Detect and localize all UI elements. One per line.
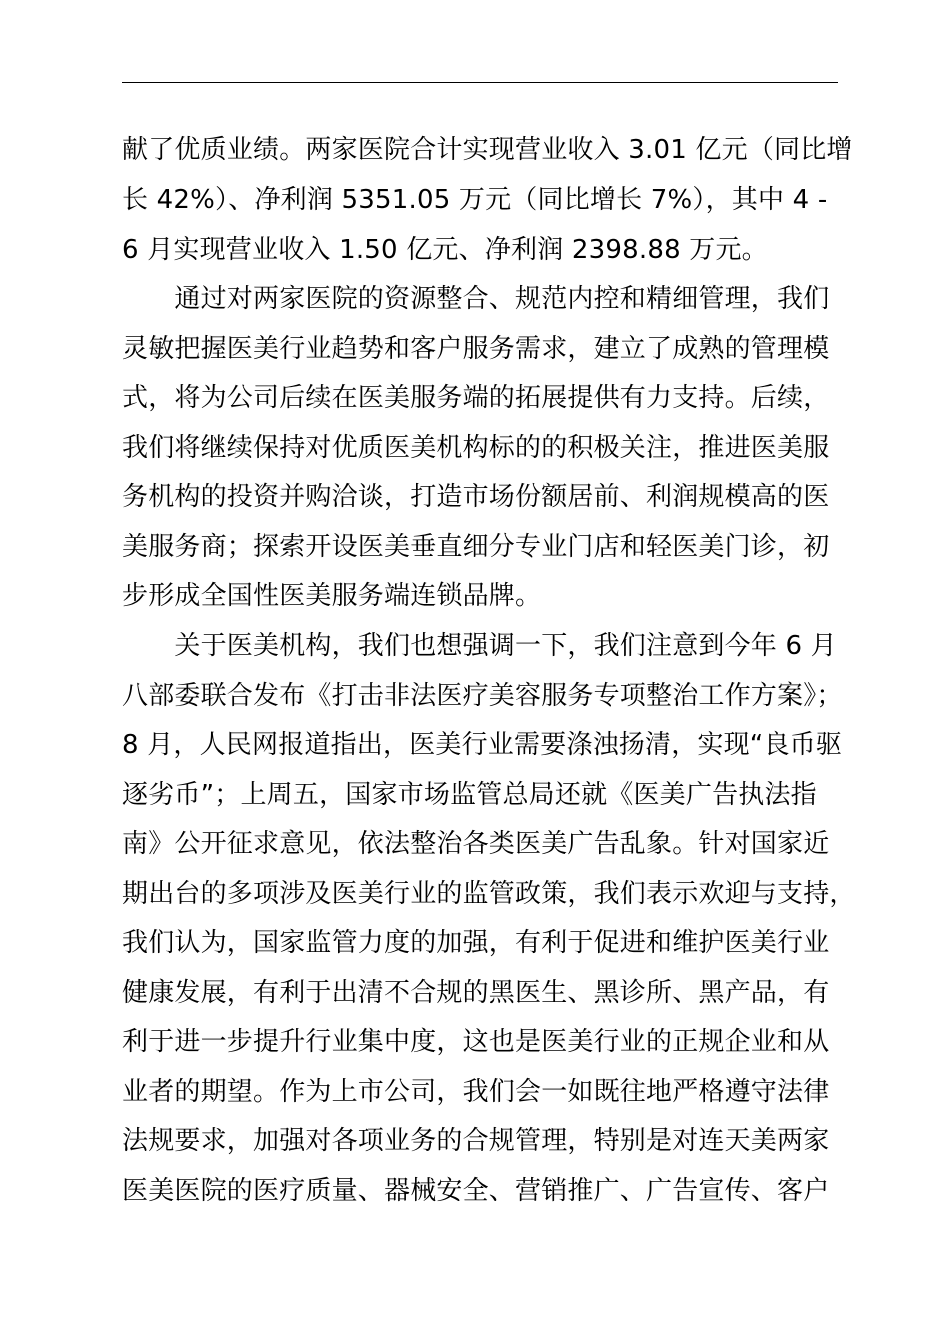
text-line: 关于医美机构，我们也想强调一下，我们注意到今年 6 月 [122, 631, 837, 661]
text-line: 通过对两家医院的资源整合、规范内控和精细管理，我们 [122, 284, 830, 314]
text-line: 医美医院的医疗质量、器械安全、营销推广、广告宣传、客户 [122, 1176, 830, 1206]
text-line: 我们将继续保持对优质医美机构标的的积极关注，推进医美服 [122, 433, 830, 463]
header-rule [122, 82, 838, 83]
text-line: 利于进一步提升行业集中度，这也是医美行业的正规企业和从 [122, 1027, 830, 1057]
text-line: 八部委联合发布《打击非法医疗美容服务专项整治工作方案》； [122, 681, 843, 711]
text-line: 长 42%）、净利润 5351.05 万元（同比增长 7%），其中 4 - [122, 185, 828, 215]
text-line: 南》公开征求意见，依法整治各类医美广告乱象。针对国家近 [122, 829, 830, 859]
text-line: 业者的期望。作为上市公司，我们会一如既往地严格遵守法律 [122, 1077, 830, 1107]
text-line: 8 月，人民网报道指出，医美行业需要涤浊扬清，实现“良币驱 [122, 730, 843, 760]
text-line: 逐劣币”；上周五，国家市场监管总局还就《医美广告执法指 [122, 780, 817, 810]
text-line: 我们认为，国家监管力度的加强，有利于促进和维护医美行业 [122, 928, 830, 958]
text-line: 6 月实现营业收入 1.50 亿元、净利润 2398.88 万元。 [122, 235, 768, 265]
text-line: 健康发展，有利于出清不合规的黑医生、黑诊所、黑产品，有 [122, 978, 830, 1008]
text-line: 美服务商；探索开设医美垂直细分专业门店和轻医美门诊，初 [122, 532, 830, 562]
text-line: 期出台的多项涉及医美行业的监管政策，我们表示欢迎与支持， [122, 879, 856, 909]
text-line: 务机构的投资并购洽谈，打造市场份额居前、利润规模高的医 [122, 482, 830, 512]
text-line: 灵敏把握医美行业趋势和客户服务需求，建立了成熟的管理模 [122, 334, 830, 364]
text-line: 步形成全国性医美服务端连锁品牌。 [122, 581, 542, 611]
text-line: 式，将为公司后续在医美服务端的拓展提供有力支持。后续， [122, 383, 830, 413]
text-line: 献了优质业绩。两家医院合计实现营业收入 3.01 亿元（同比增 [122, 135, 853, 165]
text-line: 法规要求，加强对各项业务的合规管理，特别是对连天美两家 [122, 1126, 830, 1156]
